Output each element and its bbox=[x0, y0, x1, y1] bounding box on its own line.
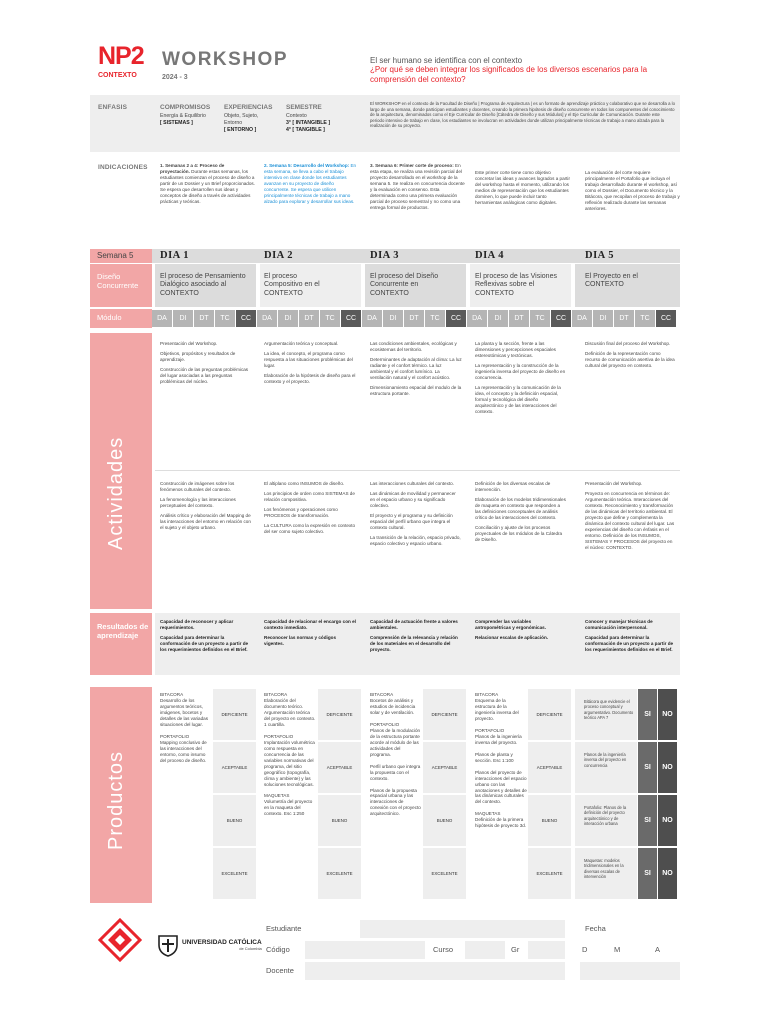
header-question bbox=[370, 56, 660, 84]
no-button[interactable]: NO bbox=[658, 848, 677, 899]
actividad-top-day1 bbox=[160, 341, 252, 389]
nivel-label: ACEPTABLE bbox=[431, 764, 458, 770]
resultado-item: Capacidad para determinar la conformación de un proyecto a partir de los requerimientos definidos en el Brief. bbox=[585, 634, 674, 652]
producto-day3: BITACORA Bocetos de análisis y estudios de incidencia solar y de ventilación. PORTAFOLIO Planos de la modulación de la estructura portante acorde al módulo de las actividades del programa. Perfil urbano que integra la propuesta con el contexto. Planos de la propuesta espacial urbana y las interacciones de conexión con el proyecto arquitectónico. bbox=[370, 692, 421, 817]
actividad-bottom-day2 bbox=[264, 481, 356, 539]
nivel-cell bbox=[318, 742, 361, 793]
si-button[interactable]: SI bbox=[638, 742, 657, 793]
enfasis-label: ENFASIS bbox=[98, 104, 128, 111]
curso-field[interactable] bbox=[465, 941, 505, 959]
day-5: DIA 5 bbox=[585, 250, 615, 261]
nivel-cell bbox=[318, 689, 361, 740]
actividad-bottom-item: La fenomenología y las interacciones perceptuales del contexto. bbox=[160, 496, 236, 508]
experiencias-head: EXPERIENCIAS bbox=[224, 104, 273, 111]
modulo-di-day3: DI bbox=[383, 310, 403, 327]
experiencias-bold: [ ENTORNO ] bbox=[224, 127, 257, 134]
nivel-cell bbox=[213, 795, 256, 846]
actividad-top-item: Determinantes de adaptación al clima: La luz radiante y el confort térmico. La luz ambiental y el confort lumínico. La ventilación natural y el confort acústico. bbox=[370, 356, 462, 380]
actividad-top-day2 bbox=[264, 341, 356, 389]
diseno-4: El proceso de las Visiones Reflexivas sobre el CONTEXTO bbox=[475, 273, 557, 297]
actividad-top-item: Argumentación teórica y conceptual. bbox=[264, 341, 339, 346]
docente-field[interactable] bbox=[305, 962, 565, 980]
title-block bbox=[162, 50, 288, 81]
indicacion-5: La evaluación del corte requiere principalmente el Portafolio que incluya el trabajo desarrollado durante el workshop, así como el Dossier, el Documento técnico y la Bitácora, que recopilan el proceso de trabajo y reflexión realizado durante las semanas anteriores. bbox=[585, 170, 680, 211]
compromisos-text: Energía & Equilibrio bbox=[160, 113, 206, 119]
university-name bbox=[182, 939, 262, 951]
gr-field[interactable] bbox=[528, 941, 565, 959]
indicaciones-label: INDICACIONES bbox=[98, 164, 148, 171]
no-button[interactable]: NO bbox=[658, 795, 677, 846]
actividad-bottom-day3 bbox=[370, 481, 462, 551]
modulo-tc-day4: TC bbox=[530, 310, 550, 327]
modulo-cc-day5: CC bbox=[656, 310, 676, 327]
compromisos bbox=[160, 104, 220, 127]
si-button[interactable]: SI bbox=[638, 848, 657, 899]
resultado-day5 bbox=[585, 619, 677, 657]
diseno-3: El proceso del Diseño Concurrente en CONTEXTO bbox=[370, 273, 439, 297]
nivel-cell bbox=[423, 689, 466, 740]
modulo-di-day1: DI bbox=[173, 310, 193, 327]
enfasis-description: El WORKSHOP en el contexto de la Facultad de Diseño | Programa de Arquitectura | es un formato de aprendizaje práctico y colaborativo que se desarrolla a lo largo de una semana, donde participan estudiantes y docentes, creando la primera hipótesis de diseño concurrente en todos los componentes del conocimiento de la arquitectura, denominados como el Eje Curricular de Diseño [Cátedra de Diseño y sus Módulos] y el Eje Curricular de Comunicación. Durante este periodo intensivo de trabajo en clase, los estudiantes se involucran en actividades donde utilizan principalmente técnicas de trabajo a mano alzada para la realización de su proyecto. bbox=[370, 101, 676, 129]
indicacion-2-text: En esta semana, se lleva a cabo el trabajo intensivo en clase donde los estudiantes avanzan en su proyecto de diseño concurrente. Se espera que utilicen principalmente técnicas de trabajo a mano alzado para explorar y desarrollar sus ideas. bbox=[264, 163, 357, 204]
producto-day4: BITACORA Esquema de la estructura de la ingeniería inversa del proyecto. PORTAFOLIO Planos de la ingeniería inversa del proyecto. Planos de planta y sección. Esc 1:100 Planos del proyecto de interacciones del espacio urbano con las anotaciones y detalles de las dinámicas culturales del contexto. MAQUETAS Definición de la primera hipótesis de proyecto 3d. bbox=[475, 692, 527, 829]
actividad-top-item: Dimensionamiento espacial del modulo de la estructura portante. bbox=[370, 384, 462, 396]
diseno-2: El proceso Compositivo en el CONTEXTO bbox=[264, 273, 320, 297]
question: ¿Por qué se deben integrar los significados de los diversos escenarios para la comprensión del contexto? bbox=[370, 65, 648, 84]
docente-label: Docente bbox=[266, 966, 294, 975]
diseno-label: Diseño Concurrente bbox=[97, 272, 139, 290]
modulo-label: Módulo bbox=[97, 313, 122, 322]
modulo-tc-day1: TC bbox=[215, 310, 235, 327]
no-button[interactable]: NO bbox=[658, 689, 677, 740]
semestre-head: SEMESTRE bbox=[286, 104, 322, 111]
resultados-label: Resultados de aprendizaje bbox=[97, 622, 149, 641]
actividad-bottom-day5 bbox=[585, 481, 677, 555]
actividad-top-item: La representación y la comunicación de la idea, el concepto y la definición espacial, formal y tecnológica del diseño arquitectónico y de las interacciones del contexto. bbox=[475, 384, 561, 414]
subtitle: El ser humano se identifica con el contexto bbox=[370, 56, 523, 65]
modulo-da-day3: DA bbox=[362, 310, 382, 327]
actividad-bottom-item: Los fenómenos y operaciones como PROCESOS de transformación. bbox=[264, 506, 338, 518]
indicacion-2-bold: 2. Semana 5: Desarrollo del Workshop: bbox=[264, 163, 350, 168]
modulo-dt-day2: DT bbox=[299, 310, 319, 327]
estudiante-label: Estudiante bbox=[266, 924, 302, 933]
nivel-label: EXCELENTE bbox=[221, 870, 248, 876]
fecha-field[interactable] bbox=[580, 962, 680, 980]
actividad-bottom-item: Definición de los diversas escalas de intervención. bbox=[475, 481, 551, 492]
resultado-day4 bbox=[475, 619, 567, 645]
modulo-tc-day2: TC bbox=[320, 310, 340, 327]
si-button[interactable]: SI bbox=[638, 689, 657, 740]
nivel-label: DEFICIENTE bbox=[536, 711, 563, 717]
modulo-dt-day1: DT bbox=[194, 310, 214, 327]
nivel-label: BUENO bbox=[436, 817, 453, 823]
diseno-1: El proceso de Pensamiento Dialógico asociado al CONTEXTO bbox=[160, 273, 246, 297]
resultado-item: Relacionar escalas de aplicación. bbox=[475, 634, 549, 640]
university-crest-icon bbox=[156, 933, 180, 957]
fecha-label: Fecha bbox=[585, 924, 606, 933]
actividades-label: Actividades bbox=[105, 436, 127, 550]
actividad-top-item: La planta y la sección, frente a las dimensiones y percepciones espaciales estereotómicas y tectónicas. bbox=[475, 341, 556, 358]
resultado-item: Capacidad para determinar la conformación de un proyecto a partir de los requerimientos definidos en el Brief. bbox=[160, 634, 249, 652]
nivel-cell bbox=[423, 848, 466, 899]
nivel-cell bbox=[213, 848, 256, 899]
nivel-label: BUENO bbox=[226, 817, 243, 823]
codigo-label: Código bbox=[266, 945, 290, 954]
dia5-product: Planos de la ingeniería inversa del proyecto en concurrencia bbox=[584, 752, 627, 768]
nivel-cell bbox=[318, 848, 361, 899]
indicacion-1 bbox=[160, 163, 255, 205]
actividad-bottom-day4 bbox=[475, 481, 567, 547]
fecha-d: D bbox=[582, 945, 588, 954]
nivel-cell bbox=[213, 689, 256, 740]
gr-label: Gr bbox=[511, 945, 520, 954]
np2-mark-icon bbox=[98, 918, 142, 962]
modulo-da-day5: DA bbox=[572, 310, 592, 327]
producto-day2: BITACORA Elaboración del documento teórico. Argumentación teórica del proyecto en contexto. 1 cuartilla. PORTAFOLIO Implantación volumétrica como respuesta en concurrencia de las variables normativas del programa, del sitio geográfico (topografía, clima y ambiente) y las soluciones tecnológicas. MAQUETAS Volumetría del proyecto en la maqueta del contexto. Esc 1:250 bbox=[264, 692, 316, 817]
dia5-product: Bitácora que evidencie el proceso conceptual y argumentativo. Documento teórico APA 7 bbox=[584, 699, 634, 720]
actividad-bottom-item: Proyecto en concurrencia en términos de: Argumentación teórica. Interacciones del contexto. Reconocimiento y transformación de las dinámicas del territorio ambiental. El proyecto que define y complementa la dinámica del contexto cultural del lugar. Las experiencias del diseño con énfasis en el entorno. Definición de los INSUMOS, SISTEMAS Y PROCESOS del proyecto en el núcleo: CONTEXTO. bbox=[585, 490, 675, 550]
resultado-item: Capacidad de relacionar el encargo con el contexto inmediato. bbox=[264, 619, 356, 630]
actividad-top-item: Definición de la representación como recurso de comunicación asertiva de la idea cultural del proyecto en contexto. bbox=[585, 350, 675, 368]
actividad-top-item: Elaboración de la hipótesis de diseño para el contexto y el proyecto. bbox=[264, 372, 356, 384]
curso-label: Curso bbox=[433, 945, 454, 954]
actividad-bottom-item: Las dinámicas de movilidad y permanecer en el espacio urbano y su significado colectivo. bbox=[370, 490, 456, 508]
nivel-label: DEFICIENTE bbox=[431, 711, 458, 717]
nivel-label: ACEPTABLE bbox=[536, 764, 563, 770]
estudiante-field[interactable] bbox=[360, 920, 565, 938]
nivel-cell bbox=[423, 795, 466, 846]
modulo-dt-day4: DT bbox=[509, 310, 529, 327]
university-title: UNIVERSIDAD CATÓLICA bbox=[182, 939, 262, 946]
semestre-bold2: 4° [ TANGIBLE ] bbox=[286, 127, 325, 134]
modulo-cc-day2: CC bbox=[341, 310, 361, 327]
resultado-day3 bbox=[370, 619, 462, 657]
modulo-da-day1: DA bbox=[152, 310, 172, 327]
modulo-tc-day3: TC bbox=[425, 310, 445, 327]
nivel-label: ACEPTABLE bbox=[221, 764, 248, 770]
indicacion-4: Este primer corte tiene como objetivo concretar las ideas y avances logrados a partir del workshop hasta el momento, utilizando los medios de representación que los estudiantes dominen, lo que puede incluir tanto herramientas análogicas como digitales. bbox=[475, 170, 570, 205]
actividad-bottom-item: La CULTURA como la expresión en contexto del ser como sujeto colectivo. bbox=[264, 522, 356, 534]
actividad-top-item: Objetivos, propósitos y resultados de aprendizaje. bbox=[160, 350, 236, 362]
indicacion-2 bbox=[264, 163, 359, 205]
nivel-label: EXCELENTE bbox=[326, 870, 353, 876]
productos-label: Productos bbox=[105, 750, 127, 850]
nivel-label: ACEPTABLE bbox=[326, 764, 353, 770]
fecha-m: M bbox=[614, 945, 621, 954]
indicacion-3-bold: 3. Semana 6: Primer corte de proceso: bbox=[370, 163, 454, 168]
actividad-bottom-item: Conciliación y ajuste de los procesos proyectuales de los módulos de la Cátedra de Diseño. bbox=[475, 524, 563, 542]
nivel-cell bbox=[213, 742, 256, 793]
actividad-top-day4 bbox=[475, 341, 567, 419]
dia5-product: Maquetas: modelos tridimensionales en la diversas escalas de intervención bbox=[584, 858, 624, 879]
actividad-top-item: Las condiciones ambientales, ecológicas y ecosistemas del territorio. bbox=[370, 341, 457, 352]
semestre-bold1: 3° [ INTANGIBLE ] bbox=[286, 120, 331, 127]
modulo-da-day2: DA bbox=[257, 310, 277, 327]
nivel-label: BUENO bbox=[331, 817, 348, 823]
logo-text: NP2 bbox=[98, 42, 144, 70]
dia5-product: Portafolio: Planos de la definición del proyecto arquitectónico y de interacción urbana bbox=[584, 805, 627, 826]
actividades-divider bbox=[155, 470, 680, 471]
logo-sub: CONTEXTO bbox=[98, 72, 137, 79]
actividad-bottom-item: La transición de la relación, espacio privado, espacio colectivo y espacio urbano. bbox=[370, 534, 461, 546]
actividad-top-item: Construcción de las preguntas problémicas del lugar asociadas a las preguntas problémicas del núcleo. bbox=[160, 366, 249, 384]
actividad-bottom-item: El altiplano como INSUMOS de diseño. bbox=[264, 481, 345, 486]
nivel-cell bbox=[528, 795, 571, 846]
modulo-di-day2: DI bbox=[278, 310, 298, 327]
actividad-top-item: Discusión final del proceso del Workshop. bbox=[585, 341, 671, 346]
actividad-bottom-item: Presentación del Workshop. bbox=[585, 481, 643, 486]
semestre bbox=[286, 104, 358, 134]
nivel-cell bbox=[423, 742, 466, 793]
resultado-day1 bbox=[160, 619, 252, 657]
modulo-cc-day4: CC bbox=[551, 310, 571, 327]
day-1: DIA 1 bbox=[160, 250, 190, 261]
no-button[interactable]: NO bbox=[658, 742, 677, 793]
modulo-da-day4: DA bbox=[467, 310, 487, 327]
modulo-row bbox=[152, 310, 682, 328]
modulo-di-day4: DI bbox=[488, 310, 508, 327]
compromisos-bold: [ SISTEMAS ] bbox=[160, 120, 193, 127]
day-4: DIA 4 bbox=[475, 250, 505, 261]
indicacion-1-bold: 1. Semanas 2 a 4: Proceso de proyectación. bbox=[160, 163, 225, 174]
actividad-top-day5 bbox=[585, 341, 677, 373]
nivel-label: DEFICIENTE bbox=[326, 711, 353, 717]
modulo-dt-day3: DT bbox=[404, 310, 424, 327]
resultado-item: Comprender las variables antropométricas y ergonómicas. bbox=[475, 619, 546, 630]
indicacion-1-text: Durante estas semanas, los estudiantes comienzan el proceso de diseño a partir de un Dossier y un Brief proporcionados. Se espera que desarrollen sus ideas y conceptos de diseño a través de actividades prácticas y teóricas. bbox=[160, 168, 255, 204]
nivel-label: EXCELENTE bbox=[536, 870, 563, 876]
nivel-label: DEFICIENTE bbox=[221, 711, 248, 717]
modulo-cc-day1: CC bbox=[236, 310, 256, 327]
resultado-item: Capacidad de actuación frente a valores ambientales. bbox=[370, 619, 458, 630]
actividad-top-item: La representación y la construcción de la ingeniería inversa del proyecto de diseño en concurrencia. bbox=[475, 362, 566, 380]
nivel-cell bbox=[528, 689, 571, 740]
codigo-field[interactable] bbox=[305, 941, 425, 959]
semestre-text: Contexto bbox=[286, 113, 307, 119]
experiencias bbox=[224, 104, 284, 134]
period: 2024 - 3 bbox=[162, 74, 188, 81]
resultado-item: Comprensión de la relevancia y relación de los materiales en el desarrollo del proyecto. bbox=[370, 634, 458, 652]
actividad-top-item: La idea, el concepto, el programa como respuesta a las situaciones problémicas del lugar. bbox=[264, 350, 353, 368]
nivel-label: EXCELENTE bbox=[431, 870, 458, 876]
indicacion-3 bbox=[370, 163, 465, 211]
nivel-cell bbox=[318, 795, 361, 846]
actividad-bottom-item: Los principios de orden como SISTEMAS de relación compositiva. bbox=[264, 490, 355, 502]
actividad-bottom-item: El proyecto y el programa y su definición espacial del perfil urbano que integra el contexto cultural. bbox=[370, 512, 453, 530]
day-3: DIA 3 bbox=[370, 250, 400, 261]
modulo-di-day5: DI bbox=[593, 310, 613, 327]
experiencias-text: Objeto, Sujeto, Entorno bbox=[224, 113, 259, 127]
nivel-cell bbox=[528, 742, 571, 793]
actividad-bottom-item: Análisis crítico y elaboración del Mapping de las interacciones del entorno en relación con el sujeto y el objeto urbano. bbox=[160, 512, 251, 530]
diseno-5: El Proyecto en el CONTEXTO bbox=[585, 273, 638, 289]
np2-logo bbox=[98, 44, 148, 79]
actividad-bottom-item: Las interacciones culturales del contexto. bbox=[370, 481, 455, 486]
page-title: WORKSHOP bbox=[162, 49, 288, 70]
fecha-a: A bbox=[655, 945, 661, 954]
actividad-top-day3 bbox=[370, 341, 462, 401]
resultado-day2 bbox=[264, 619, 356, 651]
actividad-bottom-item: Construcción de imágenes sobre los fenómenos culturales del contexto. bbox=[160, 481, 235, 492]
modulo-dt-day5: DT bbox=[614, 310, 634, 327]
compromisos-head: COMPROMISOS bbox=[160, 104, 211, 111]
actividad-bottom-item: Elaboración de los modelos tridimensionales de maqueta en contexto que responden a las definiciones conceptuales de análisis crítico de las interacciones del contexto. bbox=[475, 496, 566, 520]
producto-day1: BITACORA Desarrollo de los argumentos teóricos, imágenes, bocetos y detalles de las variadas situaciones del lugar. PORTAFOLIO Mapping conclusivo de las interacciones del entorno, como insumo del proceso de diseño. bbox=[160, 692, 209, 763]
resultado-item: Conocer y manejar técnicas de comunicación interpersonal. bbox=[585, 619, 653, 630]
resultado-item: Capacidad de reconocer y aplicar requerimientos. bbox=[160, 619, 234, 630]
nivel-cell bbox=[528, 848, 571, 899]
nivel-label: BUENO bbox=[541, 817, 558, 823]
resultado-item: Reconocer las normas y códigos vigentes. bbox=[264, 634, 336, 646]
modulo-tc-day5: TC bbox=[635, 310, 655, 327]
modulo-cc-day3: CC bbox=[446, 310, 466, 327]
university-sub: de Colombia bbox=[239, 946, 262, 951]
semana-label: Semana 5 bbox=[97, 251, 134, 260]
actividad-top-item: Presentación del Workshop. bbox=[160, 341, 218, 346]
si-button[interactable]: SI bbox=[638, 795, 657, 846]
indicacion-3-text: En esta etapa, se realiza una revisión parcial del proyecto desarrollado en el workshop de la semana 5. Se realiza en concurrencia docente y la evaluación en consenso. Esta determinada como una primera evaluación parcial de proceso semestral y no como una entrega formal de productos. bbox=[370, 163, 465, 210]
actividad-bottom-day1 bbox=[160, 481, 252, 535]
day-2: DIA 2 bbox=[264, 250, 294, 261]
